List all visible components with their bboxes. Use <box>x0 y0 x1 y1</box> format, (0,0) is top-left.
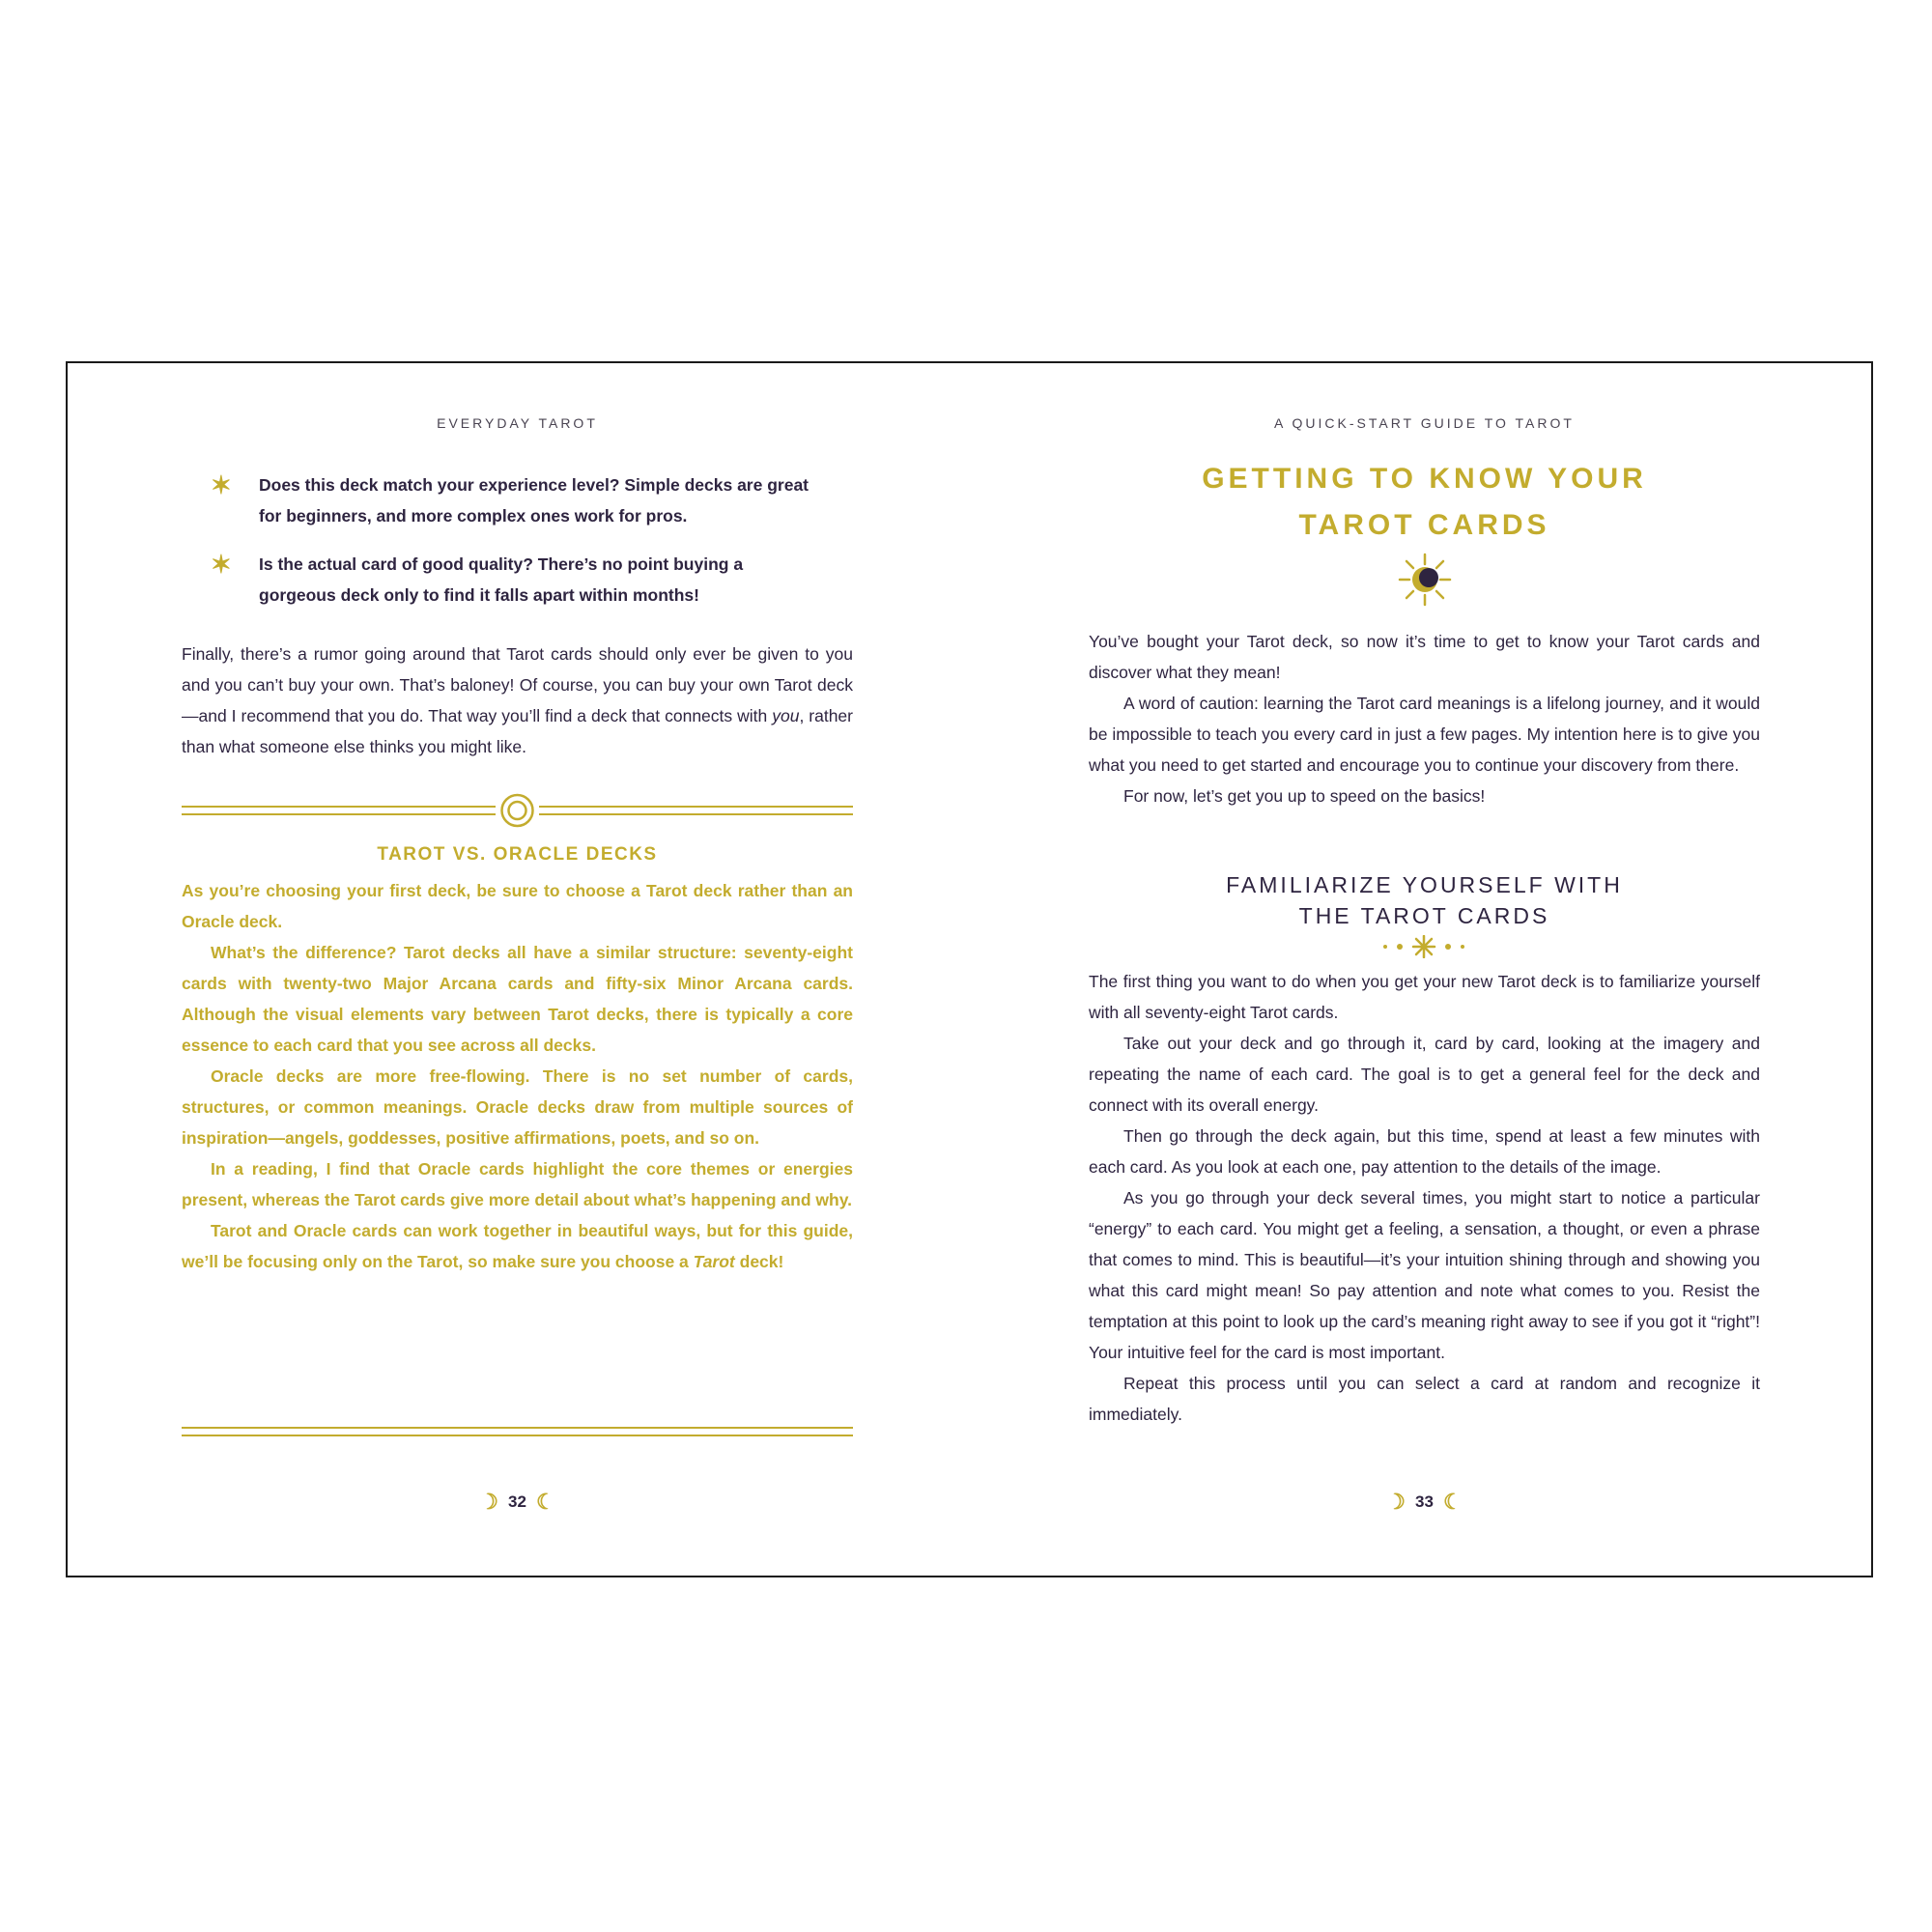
paragraph-text: Finally, there’s a rumor going around that Tarot cards should only ever be given to you and you can’t buy your own. That’s baloney! Of course, you can buy your own Tarot deck—and I recommend that you do. That way you’ll find a deck that connects with <box>182 644 853 725</box>
sidebar-paragraph: What’s the difference? Tarot decks all have a similar structure: seventy-eight cards with twenty-two Major Arcana cards and fifty-six Minor Arcana cards. Although the visual elements vary between Tarot decks, there is typically a core essence to each card that you see across all decks. <box>182 943 853 1055</box>
body-paragraph: For now, let’s get you up to speed on the basics! <box>1123 786 1486 806</box>
running-head-left: EVERYDAY TAROT <box>437 415 598 431</box>
running-head-right: A QUICK-START GUIDE TO TAROT <box>1274 415 1575 431</box>
body-paragraph: Repeat this process until you can select a card at random and recognize it immediately. <box>1089 1374 1760 1424</box>
paragraph-text: Tarot and Oracle cards can work together in beautiful ways, but for this guide, we’ll be focusing only on the Tarot, so make sure you choose a <box>182 1221 853 1271</box>
bullet-list <box>182 469 853 628</box>
body-paragraph: Take out your deck and go through it, card by card, looking at the imagery and repeating the name of each card. The goal is to get a general feel for the deck and connect with its overall energy. <box>1089 1034 1760 1115</box>
body-paragraph: As you go through your deck several times, you might start to notice a particular “energy” to each card. You might get a feeling, a sensation, a thought, or even a phrase that comes to mind. This is beautiful—it’s your intuition shining through and showing you what this card might mean! So pay attention and note what comes to you. Resist the temptation at this point to look up the card’s meaning right away to see if you got it “right”! Your intuitive feel for the card is most important. <box>1089 1188 1760 1362</box>
body-paragraph: A word of caution: learning the Tarot card meanings is a lifelong journey, and it would be impossible to teach you every card in just a few pages. My intention here is to give you what you need to get started and encourage you to continue your discovery from there. <box>1089 694 1760 775</box>
paragraph-text: deck! <box>734 1252 784 1271</box>
sidebar-heading: TAROT VS. ORACLE DECKS <box>377 844 658 865</box>
divider-rule <box>182 1425 853 1438</box>
intro-text <box>1089 626 1760 811</box>
section-text <box>1089 966 1760 1430</box>
chapter-title <box>1089 456 1760 549</box>
star-icon: ✶ <box>211 470 232 499</box>
right-page <box>1089 363 1760 1576</box>
bullet-text: Does this deck match your experience level? Simple decks are great for beginners, and more complex ones work for pros. <box>259 475 810 526</box>
sidebar-paragraph: As you’re choosing your first deck, be sure to choose a Tarot deck rather than an Oracle deck. <box>182 881 853 931</box>
chapter-title-line: GETTING TO KNOW YOUR <box>1202 463 1647 495</box>
sidebar-paragraph <box>182 1215 853 1277</box>
page-number-left <box>182 1490 853 1515</box>
body-paragraph: The first thing you want to do when you get your new Tarot deck is to familiarize yourself with all seventy-eight Tarot cards. <box>1089 972 1760 1022</box>
paragraph-text: , rather than what someone else thinks you might like. <box>182 706 853 756</box>
chapter-title-line: TAROT CARDS <box>1298 509 1550 541</box>
sun-moon-icon <box>1398 553 1452 607</box>
crescent-moon-icon: ☽ <box>1386 1490 1406 1514</box>
book-spread <box>66 361 1873 1577</box>
crescent-moon-icon: ☽ <box>479 1490 499 1514</box>
emphasis-text: Tarot <box>693 1252 735 1271</box>
page-number: 32 <box>508 1492 526 1511</box>
left-page <box>182 363 853 1576</box>
bullet-text: Is the actual card of good quality? There’s no point buying a gorgeous deck only to find it falls apart within months! <box>259 554 744 605</box>
page-number: 33 <box>1415 1492 1434 1511</box>
body-paragraph: Then go through the deck again, but this time, spend at least a few minutes with each card. As you look at each one, pay attention to the details of the image. <box>1089 1126 1760 1177</box>
crescent-moon-icon: ☾ <box>535 1490 555 1514</box>
sidebar-paragraph: In a reading, I find that Oracle cards highlight the core themes or energies present, whereas the Tarot cards give more detail about what’s happening and why. <box>182 1159 853 1209</box>
star-icon: ✶ <box>211 550 232 579</box>
crescent-moon-icon: ☾ <box>1442 1490 1463 1514</box>
bullet-item <box>182 469 853 531</box>
body-paragraph: You’ve bought your Tarot deck, so now it’s time to get to know your Tarot cards and discover what they mean! <box>1089 632 1760 682</box>
page-number-right <box>1089 1490 1760 1515</box>
sidebar-paragraph: Oracle decks are more free-flowing. There is no set number of cards, structures, or common meanings. Oracle decks draw from multiple sources of inspiration—angels, goddesses, positive affirmations, poets, and so on. <box>182 1066 853 1148</box>
body-paragraph <box>182 639 853 762</box>
section-heading-line: THE TAROT CARDS <box>1298 903 1550 928</box>
sidebar-body <box>182 875 853 1277</box>
star-dots-icon <box>1376 935 1472 958</box>
circle-ornament-icon <box>182 791 853 830</box>
bullet-item <box>182 549 853 611</box>
emphasis-text: you <box>772 706 800 725</box>
section-heading <box>1089 869 1760 931</box>
section-heading-line: FAMILIARIZE YOURSELF WITH <box>1226 872 1623 897</box>
